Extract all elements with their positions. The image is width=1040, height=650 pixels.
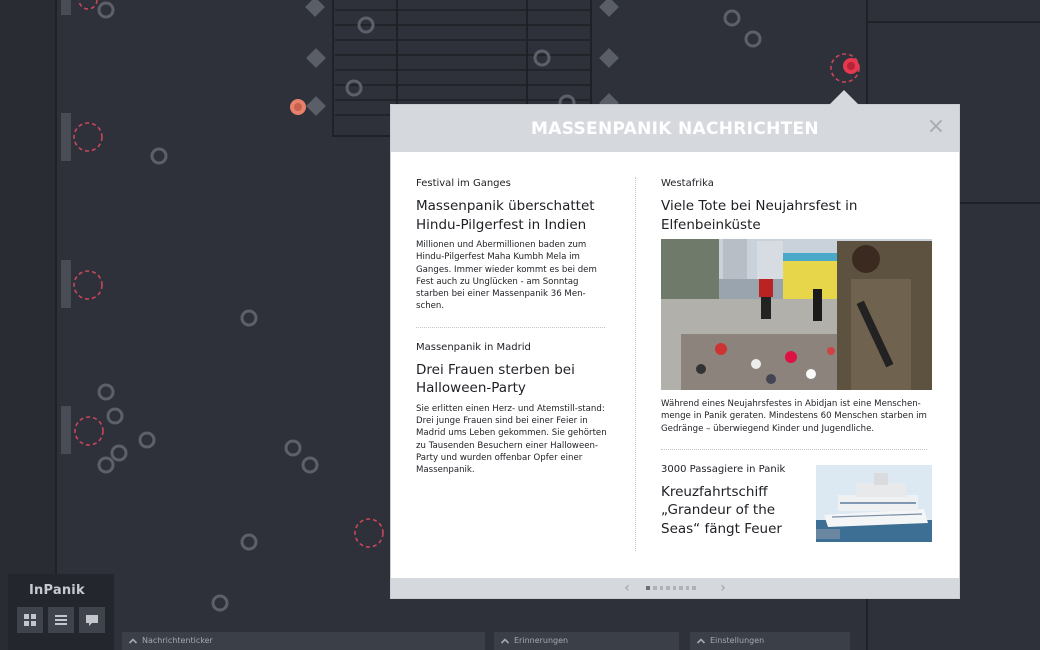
news-article[interactable] — [416, 342, 611, 477]
news-article[interactable] — [661, 178, 933, 435]
app-panel — [8, 574, 114, 650]
page-dot[interactable] — [666, 586, 670, 590]
tab-label: Erinnerungen — [514, 636, 569, 645]
page-dot[interactable] — [660, 586, 664, 590]
page-dot[interactable] — [653, 586, 657, 590]
chat-icon[interactable] — [79, 607, 105, 633]
tab-memories[interactable] — [494, 632, 679, 650]
article-headline[interactable]: Massenpanik überschattet Hindu-Pilgerfest in Indien — [416, 198, 595, 233]
modal-header — [391, 105, 959, 152]
tab-news-ticker[interactable] — [122, 632, 485, 650]
article-kicker: Westafrika — [661, 178, 714, 189]
page-dot[interactable] — [673, 586, 677, 590]
list-icon[interactable] — [48, 607, 74, 633]
column-divider — [635, 177, 636, 551]
article-kicker: Massenpanik in Madrid — [416, 341, 531, 353]
divider — [416, 327, 605, 328]
chevron-up-icon — [696, 632, 706, 650]
page-dot[interactable] — [679, 586, 683, 590]
divider — [661, 449, 927, 450]
close-icon[interactable]: × — [926, 114, 946, 139]
exit-markers — [61, 0, 71, 454]
news-article[interactable] — [661, 464, 933, 544]
prev-page-button[interactable]: ‹ — [624, 580, 630, 596]
article-headline[interactable]: Kreuzfahrtschiff „Grandeur of the Seas“ fängt Feuer — [661, 483, 782, 537]
modal-pointer — [828, 90, 860, 106]
tab-label: Einstellungen — [710, 636, 765, 645]
news-column-right — [661, 178, 933, 544]
tab-label: Nachrichtenticker — [142, 636, 213, 645]
article-kicker: Festival im Ganges — [416, 178, 511, 189]
article-caption: Während eines Neujahrsfestes in Abidjan ist eine Menschen-menge in Panik geraten. Mindestens 60 Menschen starben im Gedränge – überwiegend Kinder und Jugendliche. — [661, 399, 927, 434]
page-dot[interactable] — [646, 586, 650, 590]
grid-icon[interactable] — [17, 607, 43, 633]
tab-settings[interactable] — [690, 632, 850, 650]
chevron-up-icon — [128, 632, 138, 650]
article-body: Sie erlitten einen Herz- und Atemstill-stand: Drei junge Frauen sind bei einer Feier in Madrid ums Leben gekommen. Sie gehörten zu Tausenden Besuchern einer Halloween-Party und wurden offenbar Opfer einer Massenpanik. — [416, 403, 607, 476]
article-photo-cruise-ship[interactable] — [816, 465, 932, 542]
next-page-button[interactable]: › — [720, 580, 726, 596]
news-modal — [391, 105, 959, 598]
news-article[interactable] — [416, 178, 611, 313]
article-headline[interactable]: Drei Frauen sterben bei Halloween-Party — [416, 361, 575, 397]
article-headline[interactable]: Viele Tote bei Neujahrsfest in Elfenbeinküste — [661, 198, 858, 233]
article-kicker: 3000 Passagiere in Panik — [661, 463, 786, 475]
chevron-up-icon — [500, 632, 510, 650]
app-logo: InPanik — [29, 583, 85, 598]
page-dot[interactable] — [692, 586, 696, 590]
article-body: Millionen und Abermillionen baden zum Hindu-Pilgerfest Maha Kumbh Mela im Ganges. Immer wieder kommt es bei dem Fest auch zu Unglücken - am Sonntag starben bei einer Massenpanik 36 Men-schen. — [416, 240, 597, 312]
modal-title: MASSENPANIK NACHRICHTEN — [531, 119, 819, 139]
pagination-bar — [391, 578, 959, 598]
page-dots — [646, 586, 699, 591]
article-photo-crowd[interactable] — [661, 239, 932, 390]
page-dot[interactable] — [686, 586, 690, 590]
news-column-left — [416, 178, 611, 477]
